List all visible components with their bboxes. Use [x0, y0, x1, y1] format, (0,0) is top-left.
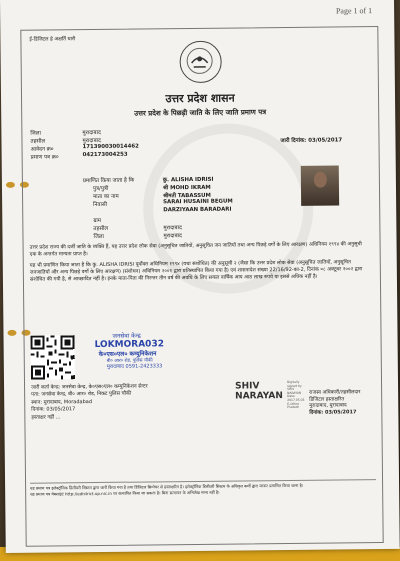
signer-name	[235, 381, 283, 401]
issue-date-label: जारी दिनांक:	[280, 137, 307, 145]
address-line-1: SARAI HUSAINI BEGUM	[163, 198, 233, 206]
officer-date-label: दिनांक:	[309, 409, 324, 416]
footer-line-2: यह प्रमाण पत्र वेबसाइट http://edistrict.up.nic.in पर सत्यापित किया जा सकता है। बिना सत्यापन के अभिलेख मान्य नहीं है।	[30, 489, 220, 497]
issue-date-value: 03/05/2017	[308, 137, 343, 144]
village-label: ग्राम	[93, 217, 102, 225]
mother-label: माता का नाम	[93, 193, 119, 201]
issuer-sign: हस्ताक्षर नहीं ...	[31, 414, 61, 421]
officer-digital: डिजिटल हस्ताक्षरित	[309, 395, 345, 403]
person-tehsil-label: तहसील	[93, 225, 109, 233]
officer-location: मुरादाबाद, मुरादाबाद	[309, 402, 347, 409]
certificate-frame	[20, 26, 383, 547]
caste-paragraph: उत्तर प्रदेश राज्य की दर्जी जाति के व्यक्ति हैं, यह उत्तर प्रदेश लोक सेवा (अनुसूचित जातियों, अनुसूचित जन जातियों तथा अन्य पिछड़े वर्गों के लिए आरक्षण) अधिनियम १९९४ की अनुसूची एक के अन्तर्गत मान्यता प्राप्त है।	[29, 241, 362, 258]
stamp-line-4: बी० आर० रोड, पुलिस चौकी	[106, 358, 153, 364]
stamp-line-3: के०एस०एल० कम्युनिकेशन	[98, 350, 157, 358]
district-value: मुरादाबाद	[82, 129, 101, 137]
digital-sign-meta: Digitally signed by SHIV NARAYAN Date: 2017.05.03 E-Office Pradesh	[286, 379, 305, 410]
state-emblem-icon	[179, 41, 221, 83]
officer-date-value: 03/05/2017	[324, 408, 357, 416]
issuer-center: जारी कर्ता केन्द्र: जनसेवा केन्द्र, के०एस०एल० कम्युनिकेशन सेन्टर	[31, 383, 148, 391]
tehsil-value: मुरादाबाद	[82, 137, 101, 145]
certificate-number-label: प्रमाण पत्र क्र०	[30, 154, 59, 161]
person-tehsil-value: मुरादाबाद	[163, 225, 182, 232]
qr-code-icon	[31, 335, 75, 379]
stamp-line-1: जनसेवा केन्द्र	[112, 332, 141, 340]
stamp-line-5: मुरादाबाद 0591-2423333	[106, 363, 163, 370]
father-name: श्री MOHD IKRAM	[162, 184, 211, 192]
issuer-date: दिनांक: 03/05/2017	[31, 406, 76, 413]
father-label: पुत्र/पुत्री	[92, 185, 109, 193]
mother-name: श्रीमती TABASSUM	[163, 192, 211, 200]
footer-line-1: यह प्रमाण पत्र इलेक्ट्रॉनिक डिलीवरी सिस्टम द्वारा जारी किया गया है तथा डिजिटल सिग्नेचर से हस्ताक्षरित है। इलेक्ट्रॉनिक डिलीवरी सिस्टम के अधिकृत कर्मी द्वारा जाकर प्रमाणित किया जाना है।	[30, 482, 304, 491]
certificate-title: उत्तर प्रदेश शासन	[165, 91, 235, 106]
applicant-name: कु. ALISHA IDRISI	[162, 176, 214, 184]
person-district-label: जिला	[93, 233, 104, 241]
certificate-subtitle: उत्तर प्रदेश के पिछड़ी जाति के लिए जाति प्रमाण पत्र	[134, 108, 267, 118]
address-line-2: DARZIYAAN BARADARI	[163, 206, 232, 214]
person-district-value: मुरादाबाद	[163, 233, 182, 240]
applicant-photo	[301, 165, 339, 205]
signer-name-line-2: NARAYAN	[235, 391, 283, 402]
esign-note: ई-डिजिटल हे अक्षर्ति धारी	[29, 36, 76, 43]
issuer-place: स्थान: मुरादाबाद, Moradabad	[31, 398, 93, 406]
address-label: निवासी	[93, 201, 108, 209]
face-icon	[314, 172, 327, 188]
signer-name-line-1: SHIV	[235, 381, 260, 392]
intro-text: प्रमाणित किया जाता है कि	[82, 177, 135, 185]
punch-hole-icon	[7, 330, 16, 336]
page-number: Page 1 of 1	[335, 6, 373, 16]
application-label: आवेदन क्र०	[30, 146, 54, 153]
tehsil-label: तहसील	[30, 138, 46, 145]
footer-note	[30, 479, 376, 497]
certificate-number: 042173004253	[82, 151, 128, 159]
declaration-paragraph: यह भी प्रमाणित किया जाता है कि कु. ALISHA IDRISI पूर्वोक्त अधिनियम १९९४ (यथा संशोधित) की अनुसूची २ (जैसा कि उत्तर प्रदेश लोक सेवा (अनुसूचित जातियों, अनुसूचित जनजातियों और अन्य पिछड़े वर्गों के लिए आरक्षण) (संशोधन) अधिनियम २००१ द्वारा प्रतिस्थापित किया गया है) एवं शासनादेश संख्या 22/16/92-का-2, दिनांक ०८ अक्टूबर २००२ द्वारा संशोधित की गयी है, से आच्छादित नहीं है। इनके माता-पिता की निरन्तर तीन वर्ष की अवधि के लिए सकल वार्षिक आय आठ लाख रुपये या इससे अधिक नहीं है।	[29, 259, 363, 283]
issuer-address: पता: जनसेवा केन्द्र, बी० आर० रोड, निकट पुलिस चौकी	[31, 391, 132, 399]
punch-hole-icon	[6, 182, 15, 188]
officer-title: राजस्व अधिकारी/तहसीलदार	[309, 389, 361, 396]
application-number: 171390030014462	[82, 143, 139, 151]
officer-block	[309, 389, 381, 416]
district-label: जिला	[30, 130, 41, 137]
stamp-code: LOKMORA032	[94, 339, 164, 351]
